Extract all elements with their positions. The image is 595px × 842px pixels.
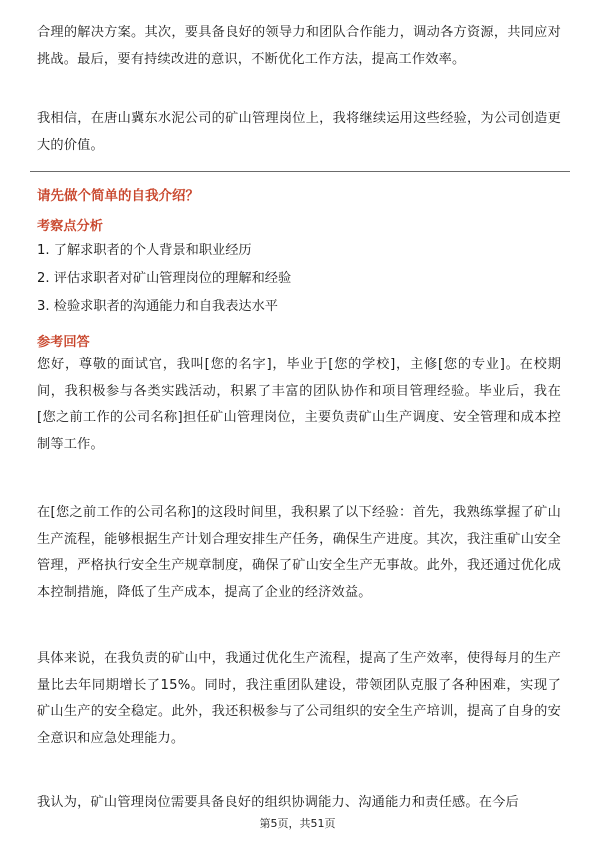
answer-paragraph-intro: 您好，尊敬的面试官，我叫[您的名字]，毕业于[您的学校]，主修[您的专业]。在校期间，我积极参与各类实践活动，积累了丰富的团队协作和项目管理经验。毕业后，我在[您之前工作的公司名称]担任矿山管理岗位，主要负责矿山生产调度、安全管理和成本控制等工作。: [37, 357, 561, 452]
interview-question: 请先做个简单的自我介绍？: [37, 188, 199, 204]
analysis-point-1: 1. 了解求职者的个人背景和职业经历: [37, 243, 252, 258]
section-divider: [30, 171, 570, 172]
analysis-point-3: 3. 检验求职者的沟通能力和自我表达水平: [37, 299, 278, 314]
page-number: 第5页，共51页: [259, 817, 336, 830]
answer-paragraph-details: 具体来说，在我负责的矿山中，我通过优化生产流程，提高了生产效率，使得每月的生产量比去年同期增长了15%。同时，我注重团队建设，带领团队克服了各种困难，实现了矿山生产的安全稳定。此外，我还积极参与了公司组织的安全生产培训，提高了自身的安全意识和应急处理能力。: [37, 651, 561, 746]
analysis-point-2: 2. 评估求职者对矿山管理岗位的理解和经验: [37, 271, 292, 286]
paragraph-closing-statement: 我相信，在唐山冀东水泥公司的矿山管理岗位上，我将继续运用这些经验，为公司创造更大的价值。: [37, 111, 561, 153]
answer-title: 参考回答: [37, 335, 90, 350]
answer-paragraph-experience: 在[您之前工作的公司名称]的这段时间里，我积累了以下经验：首先，我熟练掌握了矿山生产流程，能够根据生产计划合理安排生产任务，确保生产进度。其次，我注重矿山安全管理，严格执行安全生产规章制度，确保了矿山安全生产无事故。此外，我还通过优化成本控制措施，降低了生产成本，提高了企业的经济效益。: [37, 505, 561, 600]
analysis-title: 考察点分析: [37, 219, 103, 234]
paragraph-solution-approach: 合理的解决方案。其次，要具备良好的领导力和团队合作能力，调动各方资源，共同应对挑战。最后，要有持续改进的意识，不断优化工作方法，提高工作效率。: [37, 25, 561, 67]
answer-paragraph-conclusion: 我认为，矿山管理岗位需要具备良好的组织协调能力、沟通能力和责任感。在今后: [37, 795, 519, 810]
